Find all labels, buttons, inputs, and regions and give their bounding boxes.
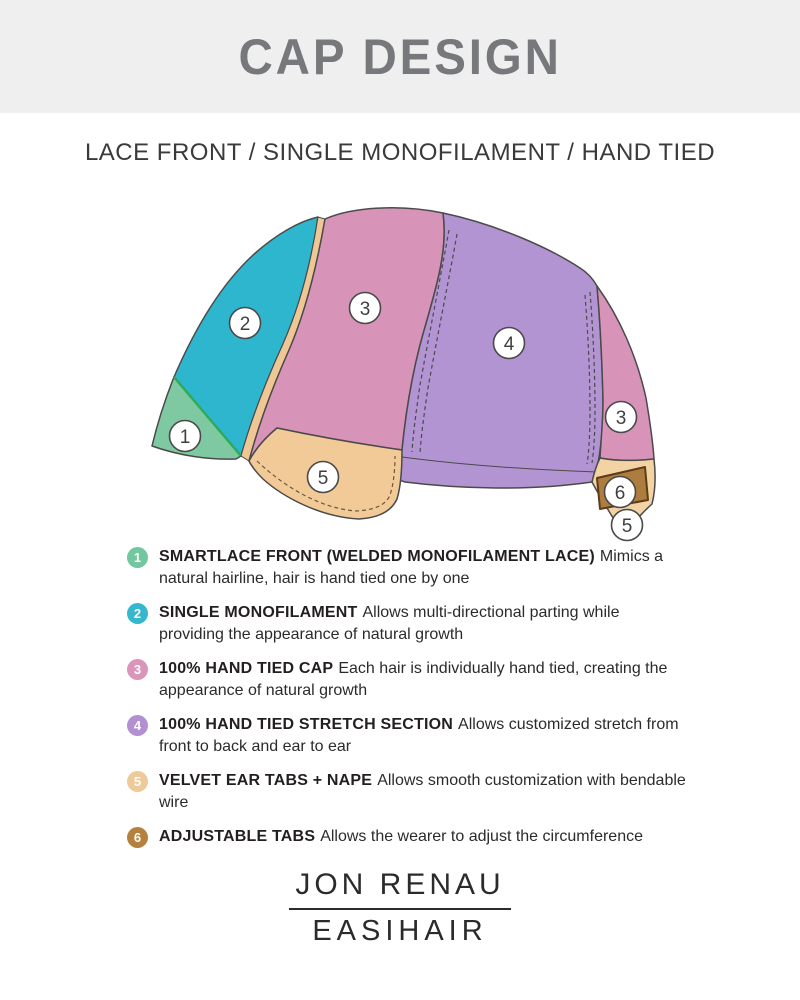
cap-diagram xyxy=(130,190,690,555)
brand-subname: EASIHAIR xyxy=(312,915,488,947)
cap-type-subtitle: LACE FRONT / SINGLE MONOFILAMENT / HAND TIED xyxy=(84,139,716,166)
page-header xyxy=(0,0,800,113)
cap-diagram-svg xyxy=(130,190,690,555)
legend-desc-5: Allows smooth customization with bendable wire xyxy=(159,772,686,811)
callout-number-6: 6 xyxy=(614,483,626,504)
legend-label-4: 100% HAND TIED STRETCH SECTION xyxy=(159,716,454,733)
legend-label-5: VELVET EAR TABS + NAPE xyxy=(159,772,373,789)
legend-number-badge-5: 5 xyxy=(127,771,148,792)
legend-number-badge-2: 2 xyxy=(127,603,148,624)
brand-name: JON RENAU xyxy=(295,868,505,901)
region-3-hand-tied-cap-back xyxy=(597,286,654,460)
brand-divider xyxy=(289,908,511,910)
callout-number-2: 2 xyxy=(239,314,251,335)
page-title: CAP DESIGN xyxy=(238,28,562,85)
legend-desc-4: Allows customized stretch from front to back and ear to ear xyxy=(159,716,679,755)
legend-text-5 xyxy=(159,770,687,814)
callout-number-3-back: 3 xyxy=(615,408,627,429)
legend-text-3 xyxy=(159,658,687,702)
legend-number-badge-6: 6 xyxy=(127,827,148,848)
callout-number-3-front: 3 xyxy=(359,299,371,320)
legend-label-3: 100% HAND TIED CAP xyxy=(159,660,334,677)
legend-item-6 xyxy=(127,826,687,848)
legend-text-6 xyxy=(159,826,687,848)
legend-desc-1: Mimics a natural hairline, hair is hand tied one by one xyxy=(159,548,664,587)
legend-item-1 xyxy=(127,546,687,590)
callout-number-1: 1 xyxy=(179,427,191,448)
callout-number-4: 4 xyxy=(503,334,515,355)
callout-number-5-ear: 5 xyxy=(317,468,329,489)
legend-desc-2: Allows multi-directional parting while providing the appearance of natural growth xyxy=(159,604,620,643)
legend-number-badge-3: 3 xyxy=(127,659,148,680)
legend-desc-6: Allows the wearer to adjust the circumference xyxy=(320,828,643,845)
legend-item-3 xyxy=(127,658,687,702)
legend-item-4 xyxy=(127,714,687,758)
legend-number-badge-4: 4 xyxy=(127,715,148,736)
legend-desc-3: Each hair is individually hand tied, creating the appearance of natural growth xyxy=(159,660,668,699)
legend-text-2 xyxy=(159,602,687,646)
legend-label-6: ADJUSTABLE TABS xyxy=(159,828,316,845)
callout-number-5-nape: 5 xyxy=(621,516,633,537)
legend-label-1: SMARTLACE FRONT (WELDED MONOFILAMENT LACE) xyxy=(159,548,595,565)
brand-logo xyxy=(0,868,800,948)
legend-item-2 xyxy=(127,602,687,646)
legend-text-4 xyxy=(159,714,687,758)
legend-label-2: SINGLE MONOFILAMENT xyxy=(159,604,358,621)
legend-text-1 xyxy=(159,546,687,590)
legend-item-5 xyxy=(127,770,687,814)
legend xyxy=(127,546,687,860)
legend-number-badge-1: 1 xyxy=(127,547,148,568)
